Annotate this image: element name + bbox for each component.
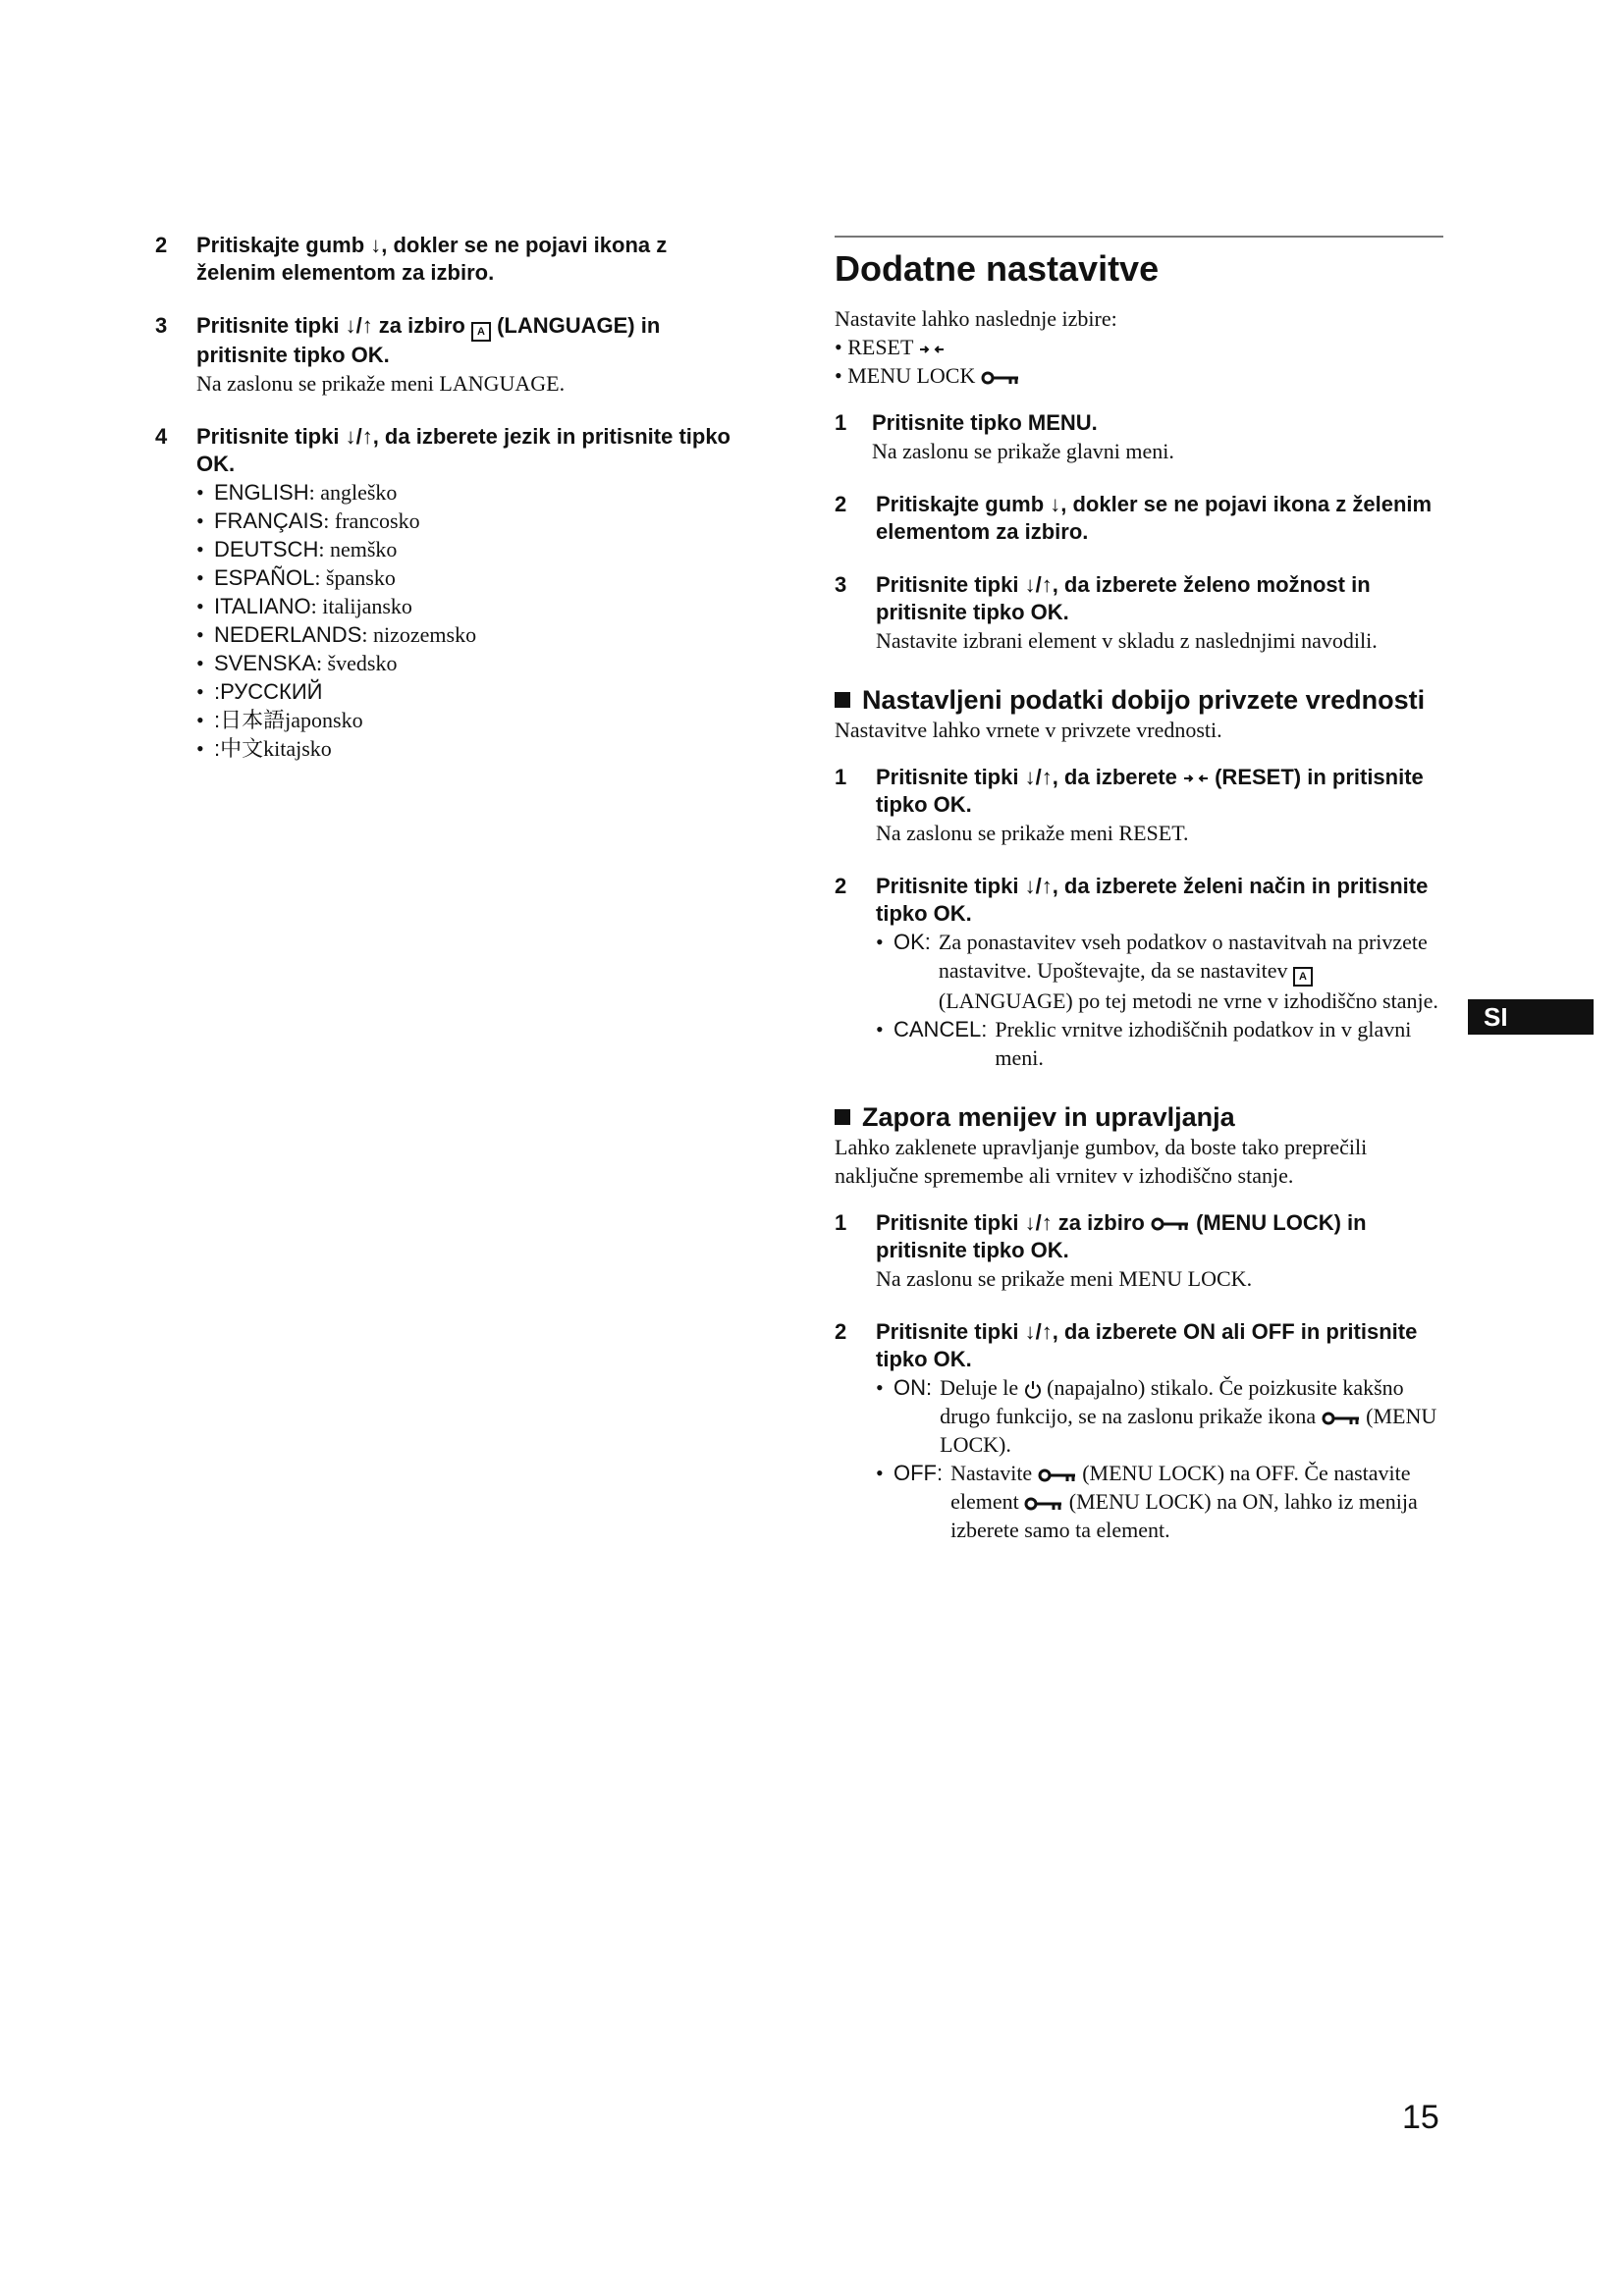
page-number: 15 [1402, 2099, 1439, 2136]
section-intro: Nastavitve lahko vrnete v privzete vrednosti. [835, 718, 1222, 742]
step-heading: Pritisnite tipko MENU. [872, 410, 1098, 435]
definition-text-part: (napajalno) stikalo. Če poizkusite kakšno drugo funkcijo, se na zaslonu prikaže ikona [940, 1375, 1404, 1428]
language-name: ENGLISH [214, 480, 309, 505]
reset-icon [919, 344, 945, 355]
language-translation: : nizozemsko [361, 622, 477, 647]
language-translation: : nemško [318, 537, 398, 561]
definition-label: • ON: [893, 1375, 933, 1400]
key-icon [1151, 1216, 1190, 1232]
section-heading-text: Zapora menijev in upravljanja [862, 1102, 1235, 1132]
list-item [196, 620, 744, 649]
lock-step-2 [835, 1318, 1443, 1544]
step-body: Na zaslonu se prikaže meni MENU LOCK. [876, 1266, 1253, 1291]
step-heading: Pritiskajte gumb ↓, dokler se ne pojavi ikona z želenim elementom za izbiro. [876, 492, 1433, 544]
left-step-4 [155, 423, 744, 763]
step-heading-part: Pritisnite tipki ↓/↑ za izbiro [196, 313, 465, 338]
section-intro: Lahko zaklenete upravljanje gumbov, da boste tako preprečili naključne spremembe ali vrnitev v izhodiščno stanje. [835, 1135, 1368, 1188]
lock-step-1 [835, 1209, 1443, 1293]
step-heading-part: (MENU LOCK) in pritisnite tipko OK. [876, 1210, 1367, 1262]
step-number: 4 [155, 424, 168, 449]
page-title: Dodatne nastavitve [835, 248, 1160, 289]
step-body: Na zaslonu se prikaže meni RESET. [876, 821, 1189, 845]
definition-text [940, 1373, 1443, 1459]
language-translation: : francosko [323, 508, 420, 533]
list-item [196, 677, 744, 706]
step-number: 1 [835, 410, 847, 435]
step-heading-part: Pritisnite tipki ↓/↑ za izbiro [876, 1210, 1145, 1235]
step-number: 3 [835, 572, 847, 597]
left-step-2 [155, 232, 744, 287]
option-item: • RESET [835, 333, 1443, 361]
definition-text: Preklic vrnitve izhodiščnih podatkov in v glavni meni. [995, 1017, 1412, 1070]
language-tab: SI [1468, 999, 1594, 1035]
step-number: 2 [835, 1319, 847, 1344]
language-name: DEUTSCH [214, 537, 319, 561]
right-step-1 [835, 409, 1443, 465]
step-heading: Pritisnite tipki ↓/↑, da izberete jezik in pritisnite tipko OK. [196, 424, 731, 476]
language-name: :中文 [214, 736, 264, 761]
step-heading: Pritisnite tipki ↓/↑, da izberete želeno možnost in pritisnite tipko OK. [876, 572, 1371, 624]
definition-text [939, 928, 1443, 1015]
language-list [196, 478, 744, 763]
cancel-definition [876, 1015, 1443, 1072]
language-translation: : italijansko [310, 594, 412, 618]
step-body: Na zaslonu se prikaže glavni meni. [872, 439, 1174, 463]
step-number: 3 [155, 313, 168, 338]
reset-section-heading [835, 684, 1443, 716]
step-heading [876, 764, 1443, 819]
step-heading: Pritisnite tipki ↓/↑, da izberete ON ali OFF in pritisnite tipko OK. [876, 1319, 1418, 1371]
section-heading-text: Nastavljeni podatki dobijo privzete vrednosti [862, 685, 1426, 715]
list-item [196, 592, 744, 620]
language-name: :日本語 [214, 708, 286, 732]
list-item [196, 706, 744, 734]
language-translation: japonsko [285, 708, 363, 732]
list-item [196, 507, 744, 535]
step-heading [196, 312, 744, 369]
intro-text: Nastavite lahko naslednje izbire: [835, 306, 1117, 331]
definition-text-part: Za ponastavitev vseh podatkov o nastavitvah na privzete nastavitve. Upoštevajte, da se nastavitev [938, 930, 1428, 983]
key-icon [981, 370, 1020, 386]
language-name: ESPAÑOL [214, 565, 315, 590]
definition-text [950, 1459, 1443, 1544]
language-name: FRANÇAIS [214, 508, 324, 533]
language-translation: : angleško [308, 480, 398, 505]
step-body: Nastavite izbrani element v skladu z naslednjimi navodili. [876, 628, 1378, 653]
list-item [196, 478, 744, 507]
step-number: 2 [155, 233, 168, 257]
key-icon [1322, 1411, 1361, 1426]
step-body: Na zaslonu se prikaže meni LANGUAGE. [196, 371, 566, 396]
language-translation: kitajsko [263, 736, 332, 761]
reset-step-1 [835, 764, 1443, 847]
language-name: NEDERLANDS [214, 622, 362, 647]
language-translation: : špansko [314, 565, 396, 590]
key-icon [1024, 1496, 1063, 1512]
option-label: RESET [847, 335, 914, 359]
step-heading-part: Pritisnite tipki ↓/↑, da izberete [876, 765, 1177, 789]
on-definition [876, 1373, 1443, 1459]
definition-text-part: (MENU LOCK) na ON, lahko iz menija izberete samo ta element. [950, 1489, 1418, 1542]
list-item [196, 563, 744, 592]
lock-section-heading [835, 1101, 1443, 1133]
definition-text-part: Deluje le [940, 1375, 1019, 1400]
square-bullet-icon [835, 1109, 850, 1125]
language-name: SVENSKA [214, 651, 316, 675]
definition-label: • OK: [893, 930, 931, 954]
section-rule [835, 236, 1443, 238]
step-number: 2 [835, 874, 847, 898]
list-item [196, 649, 744, 677]
step-heading-part: (RESET) in pritisnite tipko OK. [876, 765, 1424, 817]
option-item: • MENU LOCK [835, 361, 1443, 390]
list-item [196, 734, 744, 763]
step-heading: Pritisnite tipki ↓/↑, da izberete želeni način in pritisnite tipko OK. [876, 874, 1429, 926]
definition-label: • CANCEL: [893, 1017, 988, 1041]
list-item [196, 535, 744, 563]
language-name: :РУССКИЙ [214, 679, 323, 704]
definition-label: • OFF: [893, 1461, 944, 1485]
step-number: 1 [835, 765, 847, 789]
step-heading [876, 1209, 1443, 1264]
language-name: ITALIANO [214, 594, 311, 618]
ok-definition [876, 928, 1443, 1015]
right-step-2 [835, 491, 1443, 546]
step-heading-part: (LANGUAGE) in pritisnite tipko OK. [196, 313, 661, 367]
right-column [835, 236, 1443, 1570]
left-column [155, 232, 744, 788]
language-translation: : švedsko [315, 651, 398, 675]
right-step-3 [835, 571, 1443, 655]
reset-icon [1183, 773, 1209, 784]
option-label: MENU LOCK [847, 363, 976, 388]
left-step-3 [155, 312, 744, 398]
key-icon [1038, 1468, 1077, 1483]
step-heading: Pritiskajte gumb ↓, dokler se ne pojavi ikona z želenim elementom za izbiro. [196, 233, 668, 285]
definition-text-part: (LANGUAGE) po tej metodi ne vrne v izhodiščno stanje. [938, 988, 1438, 1013]
definition-text-part: (MENU LOCK) na OFF. Če nastavite element [950, 1461, 1411, 1514]
step-number: 1 [835, 1210, 847, 1235]
definition-text-part: Nastavite [950, 1461, 1033, 1485]
square-bullet-icon [835, 692, 850, 708]
reset-step-2 [835, 873, 1443, 1072]
step-number: 2 [835, 492, 847, 516]
off-definition [876, 1459, 1443, 1544]
language-icon: A [1293, 967, 1313, 987]
power-icon [1024, 1380, 1042, 1400]
language-icon: A [471, 322, 491, 342]
definition-text-part: (MENU LOCK). [940, 1404, 1437, 1457]
